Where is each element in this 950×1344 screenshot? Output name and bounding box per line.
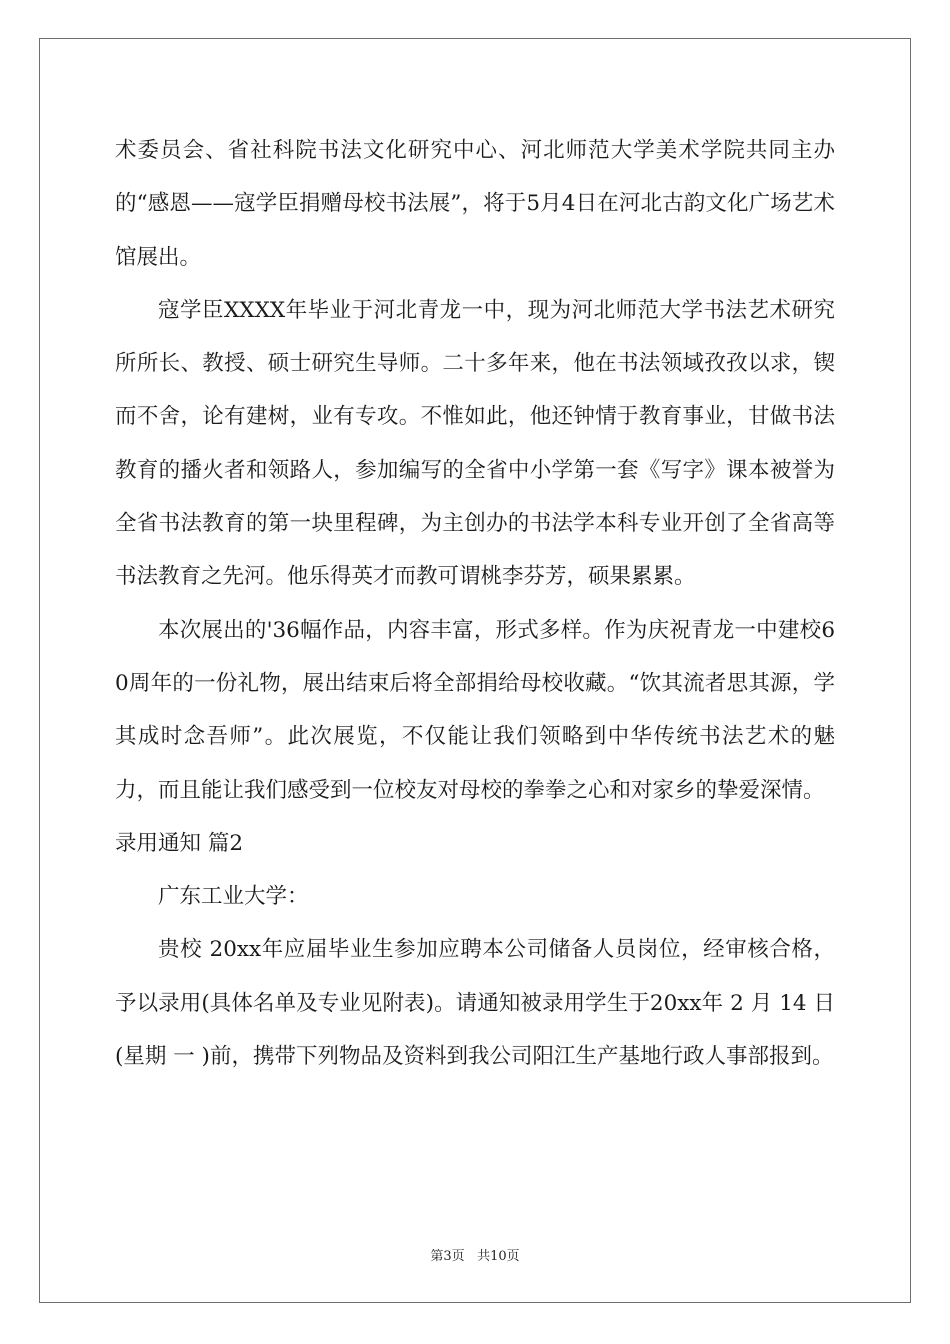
document-body: [115, 124, 835, 1083]
paragraph-salutation: 广东工业大学：: [158, 884, 309, 910]
section-heading: 录用通知 篇2: [115, 830, 244, 856]
page-footer: [0, 1248, 950, 1266]
paragraph-5: 贵校 20xx年应届毕业生参加应聘本公司储备人员岗位，经审核合格，予以录用(具体名单及专业见附表)。请通知被录用学生于20xx年 2 月 14 日(星期 一 )前，携带下列物品及资料到我公司阳江生产基地行政人事部报到。: [115, 937, 835, 1070]
paragraph-3: 本次展出的'36幅作品，内容丰富，形式多样。作为庆祝青龙一中建校60周年的一份礼物，展出结束后将全部捐给母校收藏。“饮其流者思其源，学其成时念吾师”。此次展览，不仅能让我们领略到中华传统书法艺术的魅力，而且能让我们感受到一位校友对母校的拳拳之心和对家乡的挚爱深情。: [115, 617, 835, 803]
page-total: 共10页: [477, 1249, 520, 1264]
paragraph-1: 术委员会、省社科院书法文化研究中心、河北师范大学美术学院共同主办的“感恩——寇学臣捐赠母校书法展”，将于5月4日在河北古韵文化广场艺术馆展出。: [115, 138, 835, 270]
page-number: 第3页: [430, 1249, 465, 1264]
paragraph-2: 寇学臣XXXX年毕业于河北青龙一中，现为河北师范大学书法艺术研究所所长、教授、硕士研究生导师。二十多年来，他在书法领域孜孜以求，锲而不舍，论有建树，业有专攻。不惟如此，他还钟情于教育事业，甘做书法教育的播火者和领路人，参加编写的全省中小学第一套《写字》课本被誉为全省书法教育的第一块里程碑，为主创办的书法学本科专业开创了全省高等书法教育之先河。他乐得英才而教可谓桃李芬芳，硕果累累。: [115, 297, 835, 590]
